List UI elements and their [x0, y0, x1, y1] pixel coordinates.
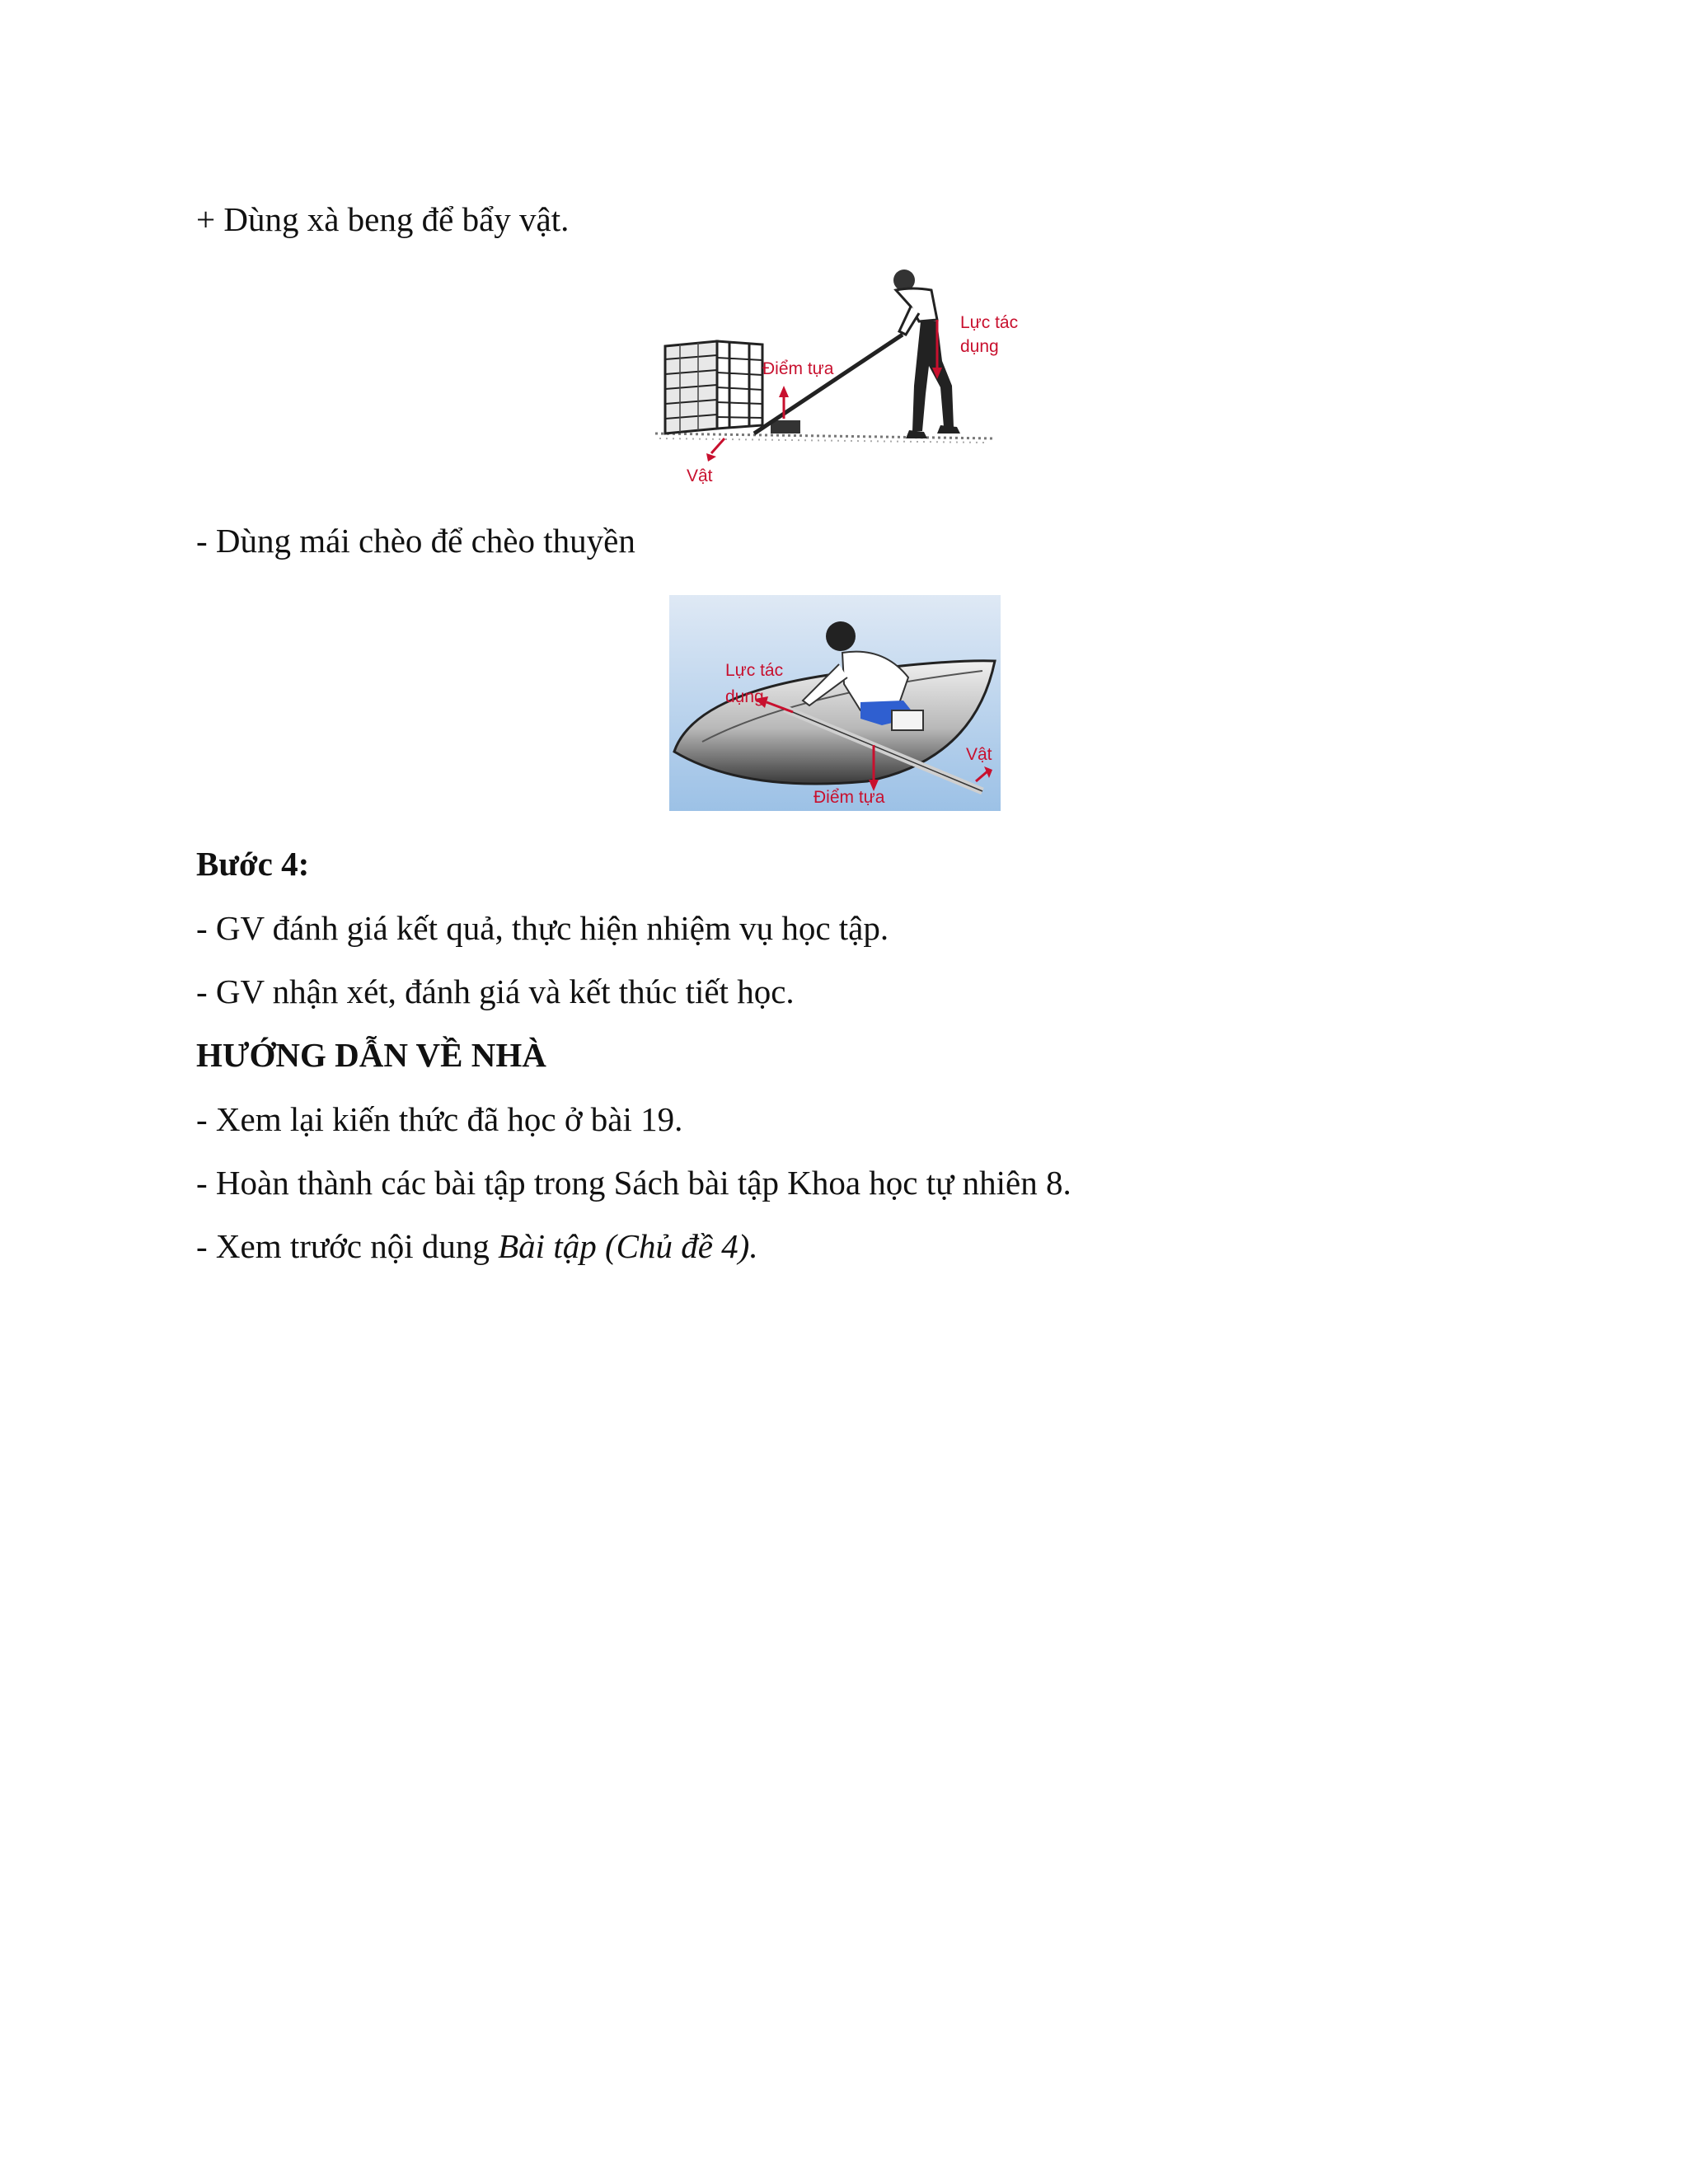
homework-heading: HƯỚNG DẪN VỀ NHÀ	[196, 1036, 546, 1074]
crowbar-lever-figure	[647, 262, 1034, 494]
crowbar-lever-illustration	[647, 262, 1034, 494]
force-label-line2: dụng	[960, 337, 999, 356]
fulcrum-label: Điểm tựa	[762, 359, 834, 378]
force-label-line2: dụng	[725, 687, 764, 706]
homework-item-1: - Xem lại kiến thức đã học ở bài 19.	[196, 1100, 683, 1138]
oar-example-text: - Dùng mái chèo để chèo thuyền	[196, 522, 635, 560]
force-label-line1: Lực tác	[960, 313, 1019, 332]
crate-object	[665, 341, 762, 434]
object-label: Vật	[966, 745, 992, 764]
fulcrum-block	[771, 420, 800, 434]
homework-item-3-title: Bài tập (Chủ đề 4).	[498, 1227, 758, 1265]
rowing-lever-figure	[669, 595, 1001, 811]
object-label: Vật	[687, 466, 713, 485]
rowing-lever-illustration	[669, 595, 1001, 811]
homework-item-2: - Hoàn thành các bài tập trong Sách bài tập Khoa học tự nhiên 8.	[196, 1164, 1071, 1202]
step4-item-1: - GV đánh giá kết quả, thực hiện nhiệm vụ học tập.	[196, 909, 889, 947]
step4-heading: Bước 4:	[196, 845, 310, 883]
fulcrum-label: Điểm tựa	[814, 788, 885, 807]
crowbar-example-text: + Dùng xà beng để bẩy vật.	[196, 200, 570, 238]
step4-item-2: - GV nhận xét, đánh giá và kết thúc tiết học.	[196, 972, 795, 1010]
homework-item-3-prefix: - Xem trước nội dung	[196, 1227, 499, 1265]
force-label-line1: Lực tác	[725, 661, 784, 680]
homework-item-3	[196, 1225, 758, 1268]
